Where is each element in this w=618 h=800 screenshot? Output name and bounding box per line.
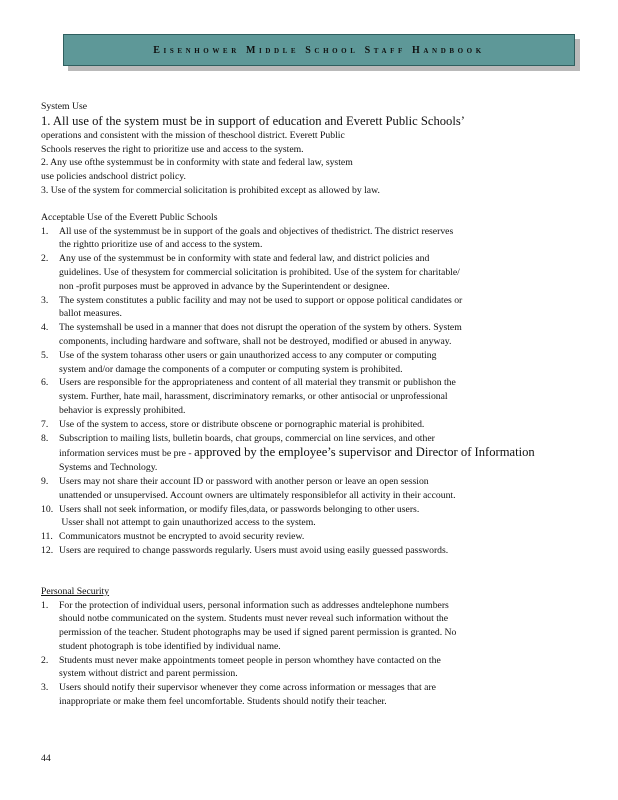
system-use-rule-1: 1. All use of the system must be in support of education and Everett Public Schools’ (41, 113, 465, 128)
item-number: 12. (41, 544, 54, 556)
list-item (41, 475, 576, 503)
list-item (41, 321, 576, 349)
page-content (41, 100, 576, 709)
item-text: Any use of the systemmust be in conformity with state and federal law, and district policies and (59, 253, 430, 265)
item-text: system and/or damage the components of a computer or computing system is prohibited. (59, 363, 403, 375)
item-text: Users are required to change passwords regularly. Users must avoid using easily guessed passwords. (59, 544, 449, 556)
item-text: the rightto prioritize use of and access to the system. (59, 239, 263, 251)
list-item (41, 252, 576, 293)
item-text: Users shall not seek information, or modify files,data, or passwords belonging to other users. (59, 503, 420, 515)
item-number: 11. (41, 531, 53, 543)
item-number: 4. (41, 322, 49, 334)
item-text: information services must be pre - (59, 448, 192, 460)
item-text: Use of the system toharass other users or gain unauthorized access to any computer or computing (59, 349, 437, 361)
section-heading-system-use: System Use (41, 101, 88, 112)
system-use-line: Schools reserves the right to prioritize use and access to the system. (41, 143, 304, 155)
handbook-banner (63, 34, 575, 66)
item-text: Systems and Technology. (59, 462, 158, 474)
item-text: Communicators mustnot be encrypted to avoid security review. (59, 531, 305, 543)
list-item (41, 681, 576, 709)
item-text: behavior is expressly prohibited. (59, 404, 186, 416)
item-text: inappropriate or make them feel uncomfortable. Students should notify their teacher. (59, 696, 387, 708)
item-number: 7. (41, 418, 49, 430)
list-item (41, 544, 576, 558)
item-text: Users may not share their account ID or password with another person or leave an open session (59, 475, 429, 487)
item-text: system without district and parent permission. (59, 668, 238, 680)
item-text: Subscription to mailing lists, bulletin boards, chat groups, commercial on line services, and other (59, 432, 435, 444)
item-text: Users are responsible for the appropriateness and content of all material they transmit or publishon the (59, 377, 456, 389)
item-number: 9. (41, 475, 49, 487)
item-text: Users should notify their supervisor whenever they come across information or messages that are (59, 682, 436, 694)
page-number: 44 (41, 753, 51, 764)
item-text: unattended or unsupervised. Account owners are ultimately responsiblefor all activity in their account. (59, 489, 456, 501)
item-text: The system constitutes a public facility and may not be used to support or oppose political candidates or (59, 294, 463, 306)
item-number: 1. (41, 599, 49, 611)
system-use-line: 2. Any use ofthe systemmust be in conformity with state and federal law, system (41, 157, 353, 169)
item-text: components, including hardware and software, shall not be destroyed, modified or abused in anyway. (59, 335, 452, 347)
item-text: guidelines. Use of thesystem for commercial solicitation is prohibited. Use of the system for charitable/ (59, 266, 460, 278)
item-text: Use of the system to access, store or distribute obscene or pornographic material is prohibited. (59, 418, 425, 430)
item-number: 2. (41, 654, 49, 666)
acceptable-use-list (41, 225, 576, 558)
section-heading-personal-security: Personal Security (41, 585, 110, 597)
list-item (41, 599, 576, 654)
item-number: 10. (41, 503, 54, 515)
item-text: should notbe communicated on the system. Students must never reveal such information without the (59, 613, 449, 625)
list-item (41, 503, 576, 531)
list-item (41, 225, 576, 253)
item-text: For the protection of individual users, personal information such as addresses andtelephone numbers (59, 599, 449, 611)
item-text: Students must never make appointments tomeet people in person whomthey have contacted on the (59, 654, 441, 666)
item-number: 8. (41, 432, 49, 444)
item-number: 3. (41, 682, 49, 694)
item-number: 6. (41, 377, 49, 389)
list-item (41, 418, 576, 432)
item-number: 2. (41, 253, 49, 265)
item-text-large: approved by the employee’s supervisor and Director of Information (194, 445, 535, 460)
item-text: non -profit purposes must be approved in advance by the Superintendent or designee. (59, 280, 390, 292)
list-item (41, 530, 576, 544)
item-number: 5. (41, 349, 49, 361)
system-use-line: 3. Use of the system for commercial solicitation is prohibited except as allowed by law. (41, 184, 380, 196)
system-use-line: use policies andschool district policy. (41, 171, 186, 183)
list-item (41, 349, 576, 377)
item-number: 3. (41, 294, 49, 306)
banner-title: Eisenhower Middle School Staff Handbook (153, 44, 485, 56)
system-use-line: operations and consistent with the mission of theschool district. Everett Public (41, 129, 345, 141)
item-text: permission of the teacher. Student photographs may be used if signed parent permission is granted. No (59, 627, 457, 639)
list-item (41, 654, 576, 682)
section-heading-acceptable-use: Acceptable Use of the Everett Public Schools (41, 211, 218, 223)
item-text: ballot measures. (59, 308, 122, 320)
item-number: 1. (41, 225, 49, 237)
item-text: student photograph is tobe identified by individual name. (59, 640, 281, 652)
list-item (41, 432, 576, 475)
list-item (41, 294, 576, 322)
item-text: Usser shall not attempt to gain unauthorized access to the system. (59, 517, 316, 529)
list-item (41, 376, 576, 417)
item-text: The systemshall be used in a manner that does not disrupt the operation of the system by others. System (59, 322, 462, 334)
item-text: system. Further, hate mail, harassment, discriminatory remarks, or other antisocial or unprofessional (59, 391, 448, 403)
item-text: All use of the systemmust be in support of the goals and objectives of thedistrict. The district reserves (59, 225, 454, 237)
personal-security-list (41, 599, 576, 709)
